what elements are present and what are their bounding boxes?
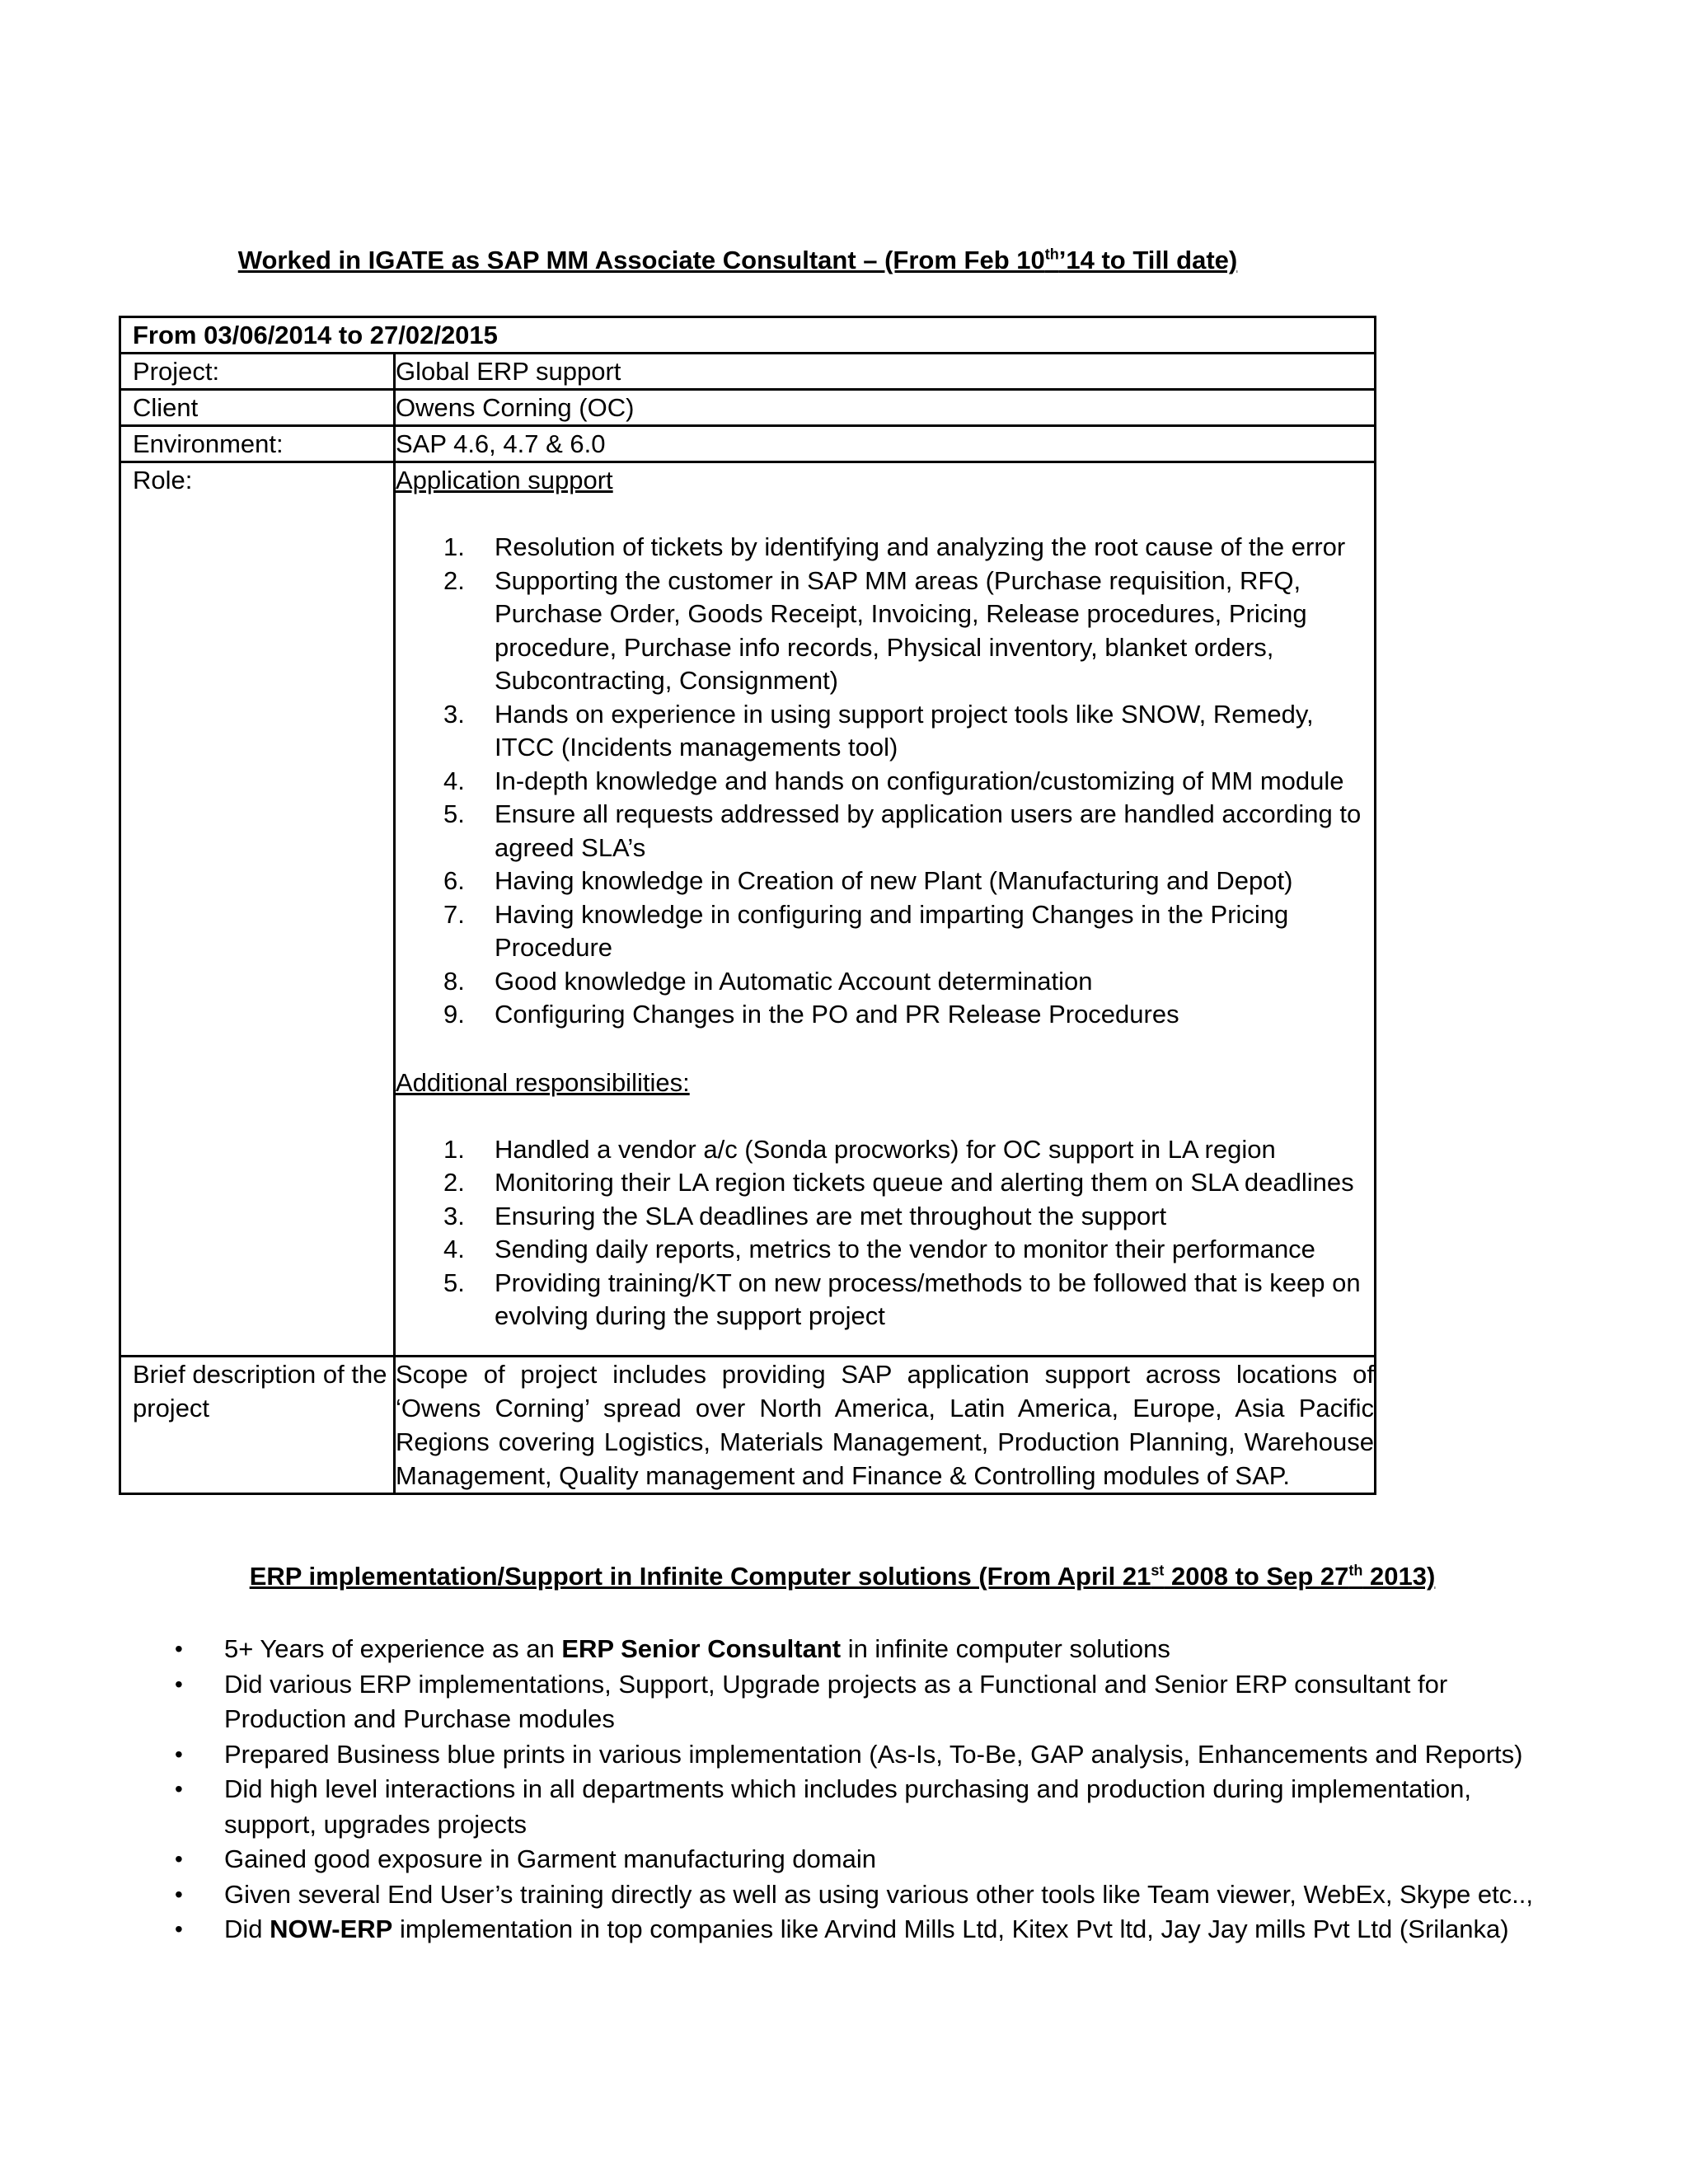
heading-text: Worked in IGATE as SAP MM Associate Consultant – (From Feb 10 bbox=[237, 246, 1045, 274]
list-item bbox=[165, 1912, 1566, 1947]
list-item bbox=[165, 1667, 1566, 1737]
heading-text: ’14 to Till date) bbox=[1058, 246, 1238, 274]
bullet-bold-text: ERP Senior Consultant bbox=[561, 1634, 842, 1663]
list-item-number: 2. bbox=[443, 1168, 465, 1197]
table-row bbox=[120, 317, 1376, 354]
role-value bbox=[395, 462, 1376, 1357]
bullet-text: 5+ Years of experience as an bbox=[224, 1634, 562, 1663]
bullet-icon: • bbox=[175, 1776, 183, 1802]
list-item bbox=[396, 865, 1374, 898]
bullet-text: Did bbox=[224, 1915, 270, 1943]
list-item bbox=[396, 1166, 1374, 1200]
additional-responsibilities-title: Additional responsibilities: bbox=[396, 1067, 690, 1097]
bullet-text: in infinite computer solutions bbox=[841, 1634, 1170, 1663]
bullet-text: Given several End User’s training directly as well as using various other tools like Team viewer, WebEx, Skype etc.., bbox=[224, 1879, 1534, 1909]
experience-bullet-list bbox=[165, 1632, 1566, 1947]
table-row bbox=[120, 462, 1376, 1357]
list-item bbox=[396, 531, 1374, 565]
project-label: Project: bbox=[120, 354, 395, 390]
bullet-icon: • bbox=[175, 1881, 183, 1907]
list-item-text: Supporting the customer in SAP MM areas (Purchase requisition, RFQ, Purchase Order, Goods Receipt, Invoicing, Release procedures, Pricing procedure, Purchase info records, Physical inventory, blanket orders, Subcontracting, Consignment) bbox=[495, 565, 1307, 695]
igate-experience-heading bbox=[0, 246, 1475, 275]
list-item-number: 9. bbox=[443, 1000, 465, 1029]
list-item bbox=[396, 1133, 1374, 1167]
infinite-experience-heading bbox=[0, 1562, 1685, 1591]
list-item bbox=[396, 898, 1374, 965]
list-item-text: Sending daily reports, metrics to the vendor to monitor their performance bbox=[495, 1235, 1315, 1263]
role-responsibilities-list bbox=[396, 531, 1374, 1032]
spacer bbox=[396, 1032, 1374, 1066]
bullet-text: Did various ERP implementations, Support, Upgrade projects as a Functional and Senior ERP consultant for Production and Purchase modules bbox=[224, 1669, 1448, 1733]
spacer bbox=[396, 497, 1374, 531]
table-row bbox=[120, 1356, 1376, 1493]
bullet-text: Gained good exposure in Garment manufacturing domain bbox=[224, 1844, 876, 1873]
list-item bbox=[396, 765, 1374, 799]
list-item bbox=[396, 998, 1374, 1032]
list-item bbox=[396, 565, 1374, 698]
list-item-number: 1. bbox=[443, 532, 465, 561]
list-item-number: 3. bbox=[443, 699, 465, 729]
bullet-icon: • bbox=[175, 1741, 183, 1767]
additional-responsibilities-list bbox=[396, 1133, 1374, 1333]
list-item bbox=[396, 698, 1374, 765]
list-item bbox=[165, 1632, 1566, 1667]
list-item-text: Having knowledge in configuring and imparting Changes in the Pricing Procedure bbox=[495, 899, 1289, 962]
list-item-text: Providing training/KT on new process/methods to be followed that is keep on evolving during the support project bbox=[495, 1268, 1361, 1330]
list-item-text: In-depth knowledge and hands on configuration/customizing of MM module bbox=[495, 766, 1344, 795]
client-value: Owens Corning (OC) bbox=[395, 390, 1376, 426]
list-item-number: 2. bbox=[443, 565, 465, 595]
period-cell: From 03/06/2014 to 27/02/2015 bbox=[120, 317, 1376, 354]
list-item bbox=[396, 1233, 1374, 1267]
bullet-icon: • bbox=[175, 1846, 183, 1872]
heading-text: 2013) bbox=[1362, 1562, 1436, 1591]
heading-superscript: st bbox=[1151, 1562, 1165, 1579]
list-item bbox=[396, 1200, 1374, 1234]
list-item bbox=[165, 1842, 1566, 1877]
list-item-number: 3. bbox=[443, 1201, 465, 1230]
list-item-text: Monitoring their LA region tickets queue and alerting them on SLA deadlines bbox=[495, 1168, 1354, 1197]
bullet-text: Did high level interactions in all departments which includes purchasing and production during implementation, support, upgrades projects bbox=[224, 1774, 1471, 1839]
heading-superscript: th bbox=[1348, 1562, 1363, 1579]
table-row bbox=[120, 354, 1376, 390]
list-item-number: 4. bbox=[443, 1235, 465, 1263]
list-item bbox=[165, 1737, 1566, 1773]
list-item-number: 8. bbox=[443, 966, 465, 996]
heading-text: 2008 to Sep 27 bbox=[1164, 1562, 1349, 1591]
role-title: Application support bbox=[396, 466, 613, 494]
list-item-text: Handled a vendor a/c (Sonda procworks) for OC support in LA region bbox=[495, 1134, 1276, 1164]
list-item-text: Hands on experience in using support project tools like SNOW, Remedy, ITCC (Incidents managements tool) bbox=[495, 699, 1314, 762]
list-item-number: 7. bbox=[443, 899, 465, 929]
list-item-text: Resolution of tickets by identifying and analyzing the root cause of the error bbox=[495, 532, 1346, 561]
brief-description-label: Brief description of the project bbox=[120, 1356, 395, 1493]
environment-label: Environment: bbox=[120, 426, 395, 462]
spacer bbox=[396, 1099, 1374, 1133]
bullet-icon: • bbox=[175, 1636, 183, 1661]
list-item bbox=[396, 1267, 1374, 1333]
project-details-table bbox=[119, 316, 1376, 1495]
table-row bbox=[120, 390, 1376, 426]
bullet-text: implementation in top companies like Arvind Mills Ltd, Kitex Pvt ltd, Jay Jay mills Pvt Ltd (Srilanka) bbox=[392, 1915, 1509, 1943]
list-item-number: 5. bbox=[443, 799, 465, 828]
list-item bbox=[396, 965, 1374, 999]
list-item-text: Ensure all requests addressed by application users are handled according to agreed SLA’s bbox=[495, 799, 1362, 862]
heading-text: ERP implementation/Support in Infinite Computer solutions (From April 21 bbox=[249, 1562, 1151, 1591]
client-label: Client bbox=[120, 390, 395, 426]
bullet-bold-text: NOW-ERP bbox=[270, 1915, 393, 1943]
list-item bbox=[165, 1877, 1566, 1913]
list-item bbox=[165, 1772, 1566, 1842]
brief-description-value: Scope of project includes providing SAP application support across locations of ‘Owens Corning’ spread over North America, Latin America, Europe, Asia Pacific Regions covering Logistics, Materials Management, Production Planning, Warehouse Management, Quality management and Finance & Controlling modules of SAP. bbox=[395, 1356, 1376, 1493]
list-item-text: Good knowledge in Automatic Account determination bbox=[495, 966, 1093, 996]
list-item-number: 1. bbox=[443, 1134, 465, 1164]
list-item bbox=[396, 798, 1374, 865]
heading-superscript: th bbox=[1044, 246, 1059, 263]
list-item-number: 5. bbox=[443, 1268, 465, 1297]
role-label: Role: bbox=[120, 462, 395, 1357]
list-item-text: Configuring Changes in the PO and PR Release Procedures bbox=[495, 1000, 1179, 1029]
spacer bbox=[396, 1333, 1374, 1355]
list-item-number: 4. bbox=[443, 766, 465, 795]
table-row bbox=[120, 426, 1376, 462]
bullet-text: Prepared Business blue prints in various implementation (As-Is, To-Be, GAP analysis, Enhancements and Reports) bbox=[224, 1739, 1523, 1769]
bullet-icon: • bbox=[175, 1916, 183, 1942]
bullet-icon: • bbox=[175, 1671, 183, 1697]
list-item-text: Ensuring the SLA deadlines are met throughout the support bbox=[495, 1201, 1167, 1230]
environment-value: SAP 4.6, 4.7 & 6.0 bbox=[395, 426, 1376, 462]
list-item-text: Having knowledge in Creation of new Plant (Manufacturing and Depot) bbox=[495, 866, 1293, 895]
list-item-number: 6. bbox=[443, 866, 465, 895]
project-value: Global ERP support bbox=[395, 354, 1376, 390]
